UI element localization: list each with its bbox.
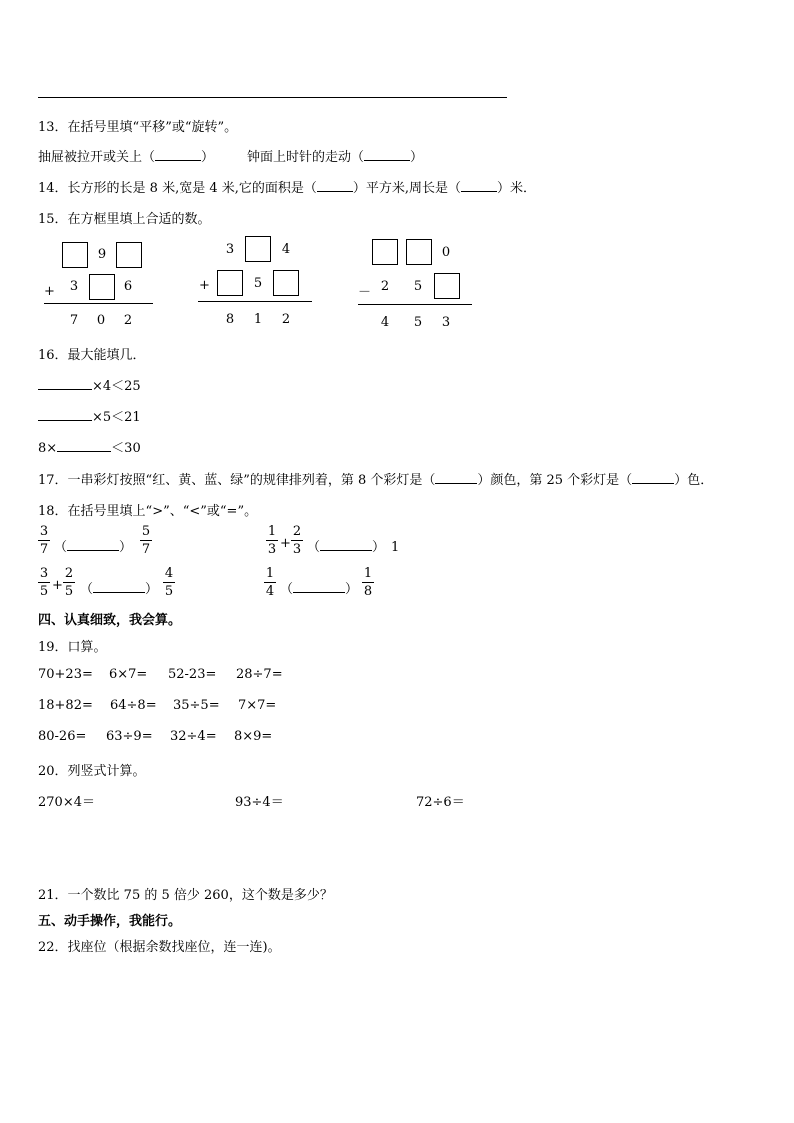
section-4-heading: 四、认真细致，我会算。	[38, 613, 182, 628]
fraction-bar	[264, 582, 276, 583]
paren-right: ）	[372, 540, 386, 555]
q15-p3-digit: 2	[380, 279, 390, 294]
q18-r2b-compare	[280, 578, 358, 597]
q17-answer-8th[interactable]	[435, 483, 477, 484]
q20-item-2: 93÷4＝	[235, 795, 284, 810]
q15-p3-result: 4	[380, 315, 390, 330]
q19-item: 64÷8=	[110, 698, 157, 713]
fraction-bar	[38, 540, 50, 541]
q17-text-2: ）颜色，第 25 个彩灯是（	[477, 473, 633, 488]
fraction-bar	[140, 540, 152, 541]
q15-p3-digit: 0	[441, 245, 451, 260]
q15-p2-result: 1	[253, 312, 263, 327]
fraction-bar	[266, 540, 278, 541]
numerator: 1	[267, 524, 277, 539]
q13-line-b	[247, 146, 423, 165]
q19-item: 7×7=	[238, 698, 277, 713]
q15-p3-box-top-tens[interactable]	[406, 239, 432, 265]
denominator: 3	[292, 542, 302, 557]
q15-p3-operator: －	[358, 285, 372, 300]
denominator: 5	[164, 584, 174, 599]
q15-p3-box-mid-ones[interactable]	[434, 273, 460, 299]
fraction-bar	[38, 582, 50, 583]
q19-item: 63÷9=	[106, 729, 153, 744]
q18-answer-2[interactable]	[320, 550, 372, 551]
q15-p3-digit: 5	[413, 279, 423, 294]
q18-r1a-frac-1	[38, 524, 50, 557]
q16-answer-3[interactable]	[57, 451, 111, 452]
q18-r1b-compare	[307, 536, 399, 555]
q18-r1b-frac-2	[291, 524, 303, 557]
q13-paren-a: ）	[201, 150, 215, 165]
q15-p3-rule	[358, 304, 472, 305]
paren-left: （	[280, 582, 294, 597]
q15-p1-result: 0	[96, 313, 106, 328]
q18-r2a-frac-1	[38, 566, 50, 599]
q18-r2b-frac-1	[264, 566, 276, 599]
paren-left: （	[54, 540, 68, 555]
numerator: 4	[164, 566, 174, 581]
q15-p1-digit: 9	[97, 247, 107, 262]
q20-item-1: 270×4＝	[38, 795, 95, 810]
q15-title: 15．在方框里填上合适的数。	[38, 212, 211, 227]
q15-p1-operator: +	[44, 284, 55, 299]
q15-p2-box-mid-ones[interactable]	[273, 270, 299, 296]
q13-paren-b: ）	[410, 150, 424, 165]
q16-answer-2[interactable]	[38, 420, 92, 421]
section-5-heading: 五、动手操作，我能行。	[38, 914, 182, 929]
denominator: 8	[363, 584, 373, 599]
q18-r2a-frac-3	[163, 566, 175, 599]
fraction-bar	[163, 582, 175, 583]
fraction-bar	[63, 582, 75, 583]
q17-line	[38, 469, 713, 488]
q19-item: 8×9=	[234, 729, 273, 744]
q15-p1-result: 2	[123, 313, 133, 328]
q16-expr-3a: 8×	[38, 441, 58, 456]
numerator: 2	[64, 566, 74, 581]
denominator: 7	[39, 542, 49, 557]
header-rule	[38, 97, 507, 98]
q15-p2-result: 8	[225, 312, 235, 327]
q19-item: 70+23=	[38, 667, 93, 682]
q17-answer-25th[interactable]	[632, 483, 674, 484]
q19-title: 19．口算。	[38, 640, 107, 655]
q13-title: 13．在括号里填“平移”或“旋转”。	[38, 120, 238, 135]
q18-answer-1[interactable]	[67, 550, 119, 551]
q13-answer-a[interactable]	[155, 160, 201, 161]
q16-expr-1: ×4＜25	[92, 379, 141, 394]
paren-right: ）	[145, 582, 159, 597]
paren-right: ）	[119, 540, 133, 555]
q15-p2-box-top-tens[interactable]	[245, 236, 271, 262]
numerator: 5	[141, 524, 151, 539]
q15-p2-rule	[198, 301, 312, 302]
q14-text-1: 14．长方形的长是 8 米,宽是 4 米,它的面积是（	[38, 181, 317, 196]
paren-left: （	[80, 582, 94, 597]
q16-line-1	[38, 375, 141, 394]
q18-title: 18．在括号里填上“>”、“<”或“=”。	[38, 504, 258, 519]
denominator: 5	[64, 584, 74, 599]
q19-item: 18+82=	[38, 698, 93, 713]
paren-right: ）	[345, 582, 359, 597]
q19-item: 35÷5=	[173, 698, 220, 713]
q19-item: 6×7=	[109, 667, 148, 682]
q16-title: 16．最大能填几．	[38, 348, 146, 363]
denominator: 5	[39, 584, 49, 599]
q15-p3-box-top-hundreds[interactable]	[372, 239, 398, 265]
q19-item: 52-23=	[168, 667, 217, 682]
q15-p2-result: 2	[281, 312, 291, 327]
q15-p1-digit: 6	[123, 279, 133, 294]
q14-answer-area[interactable]	[317, 191, 353, 192]
q15-p2-operator: +	[199, 278, 210, 293]
q16-line-3	[38, 437, 141, 456]
q17-text-1: 17．一串彩灯按照“红、黄、蓝、绿”的规律排列着，第 8 个彩灯是（	[38, 473, 436, 488]
q15-p3-result: 5	[413, 315, 423, 330]
q16-expr-3b: ＜30	[111, 441, 141, 456]
q15-p1-digit: 3	[69, 279, 79, 294]
q18-answer-4[interactable]	[293, 592, 345, 593]
q14-text-2: ）平方米,周长是（	[352, 181, 462, 196]
numerator: 2	[292, 524, 302, 539]
denominator: 3	[267, 542, 277, 557]
q18-r2a-frac-2	[63, 566, 75, 599]
q18-r1b-rhs: 1	[391, 540, 400, 555]
q16-line-2	[38, 406, 141, 425]
q19-item: 32÷4=	[170, 729, 217, 744]
q13-item-b: 钟面上时针的走动（	[247, 150, 365, 165]
q18-r1b-frac-1	[266, 524, 278, 557]
q20-item-3: 72÷6＝	[416, 795, 465, 810]
q14-answer-perimeter[interactable]	[461, 191, 497, 192]
q15-p1-result: 7	[69, 313, 79, 328]
fraction-bar	[362, 582, 374, 583]
denominator: 7	[141, 542, 151, 557]
q15-p1-box-mid-tens[interactable]	[89, 274, 115, 300]
paren-left: （	[307, 540, 321, 555]
q18-r1a-frac-2	[140, 524, 152, 557]
q13-item-a: 抽屉被拉开或关上（	[38, 150, 156, 165]
q15-p2-digit: 5	[253, 276, 263, 291]
q16-expr-2: ×5＜21	[92, 410, 141, 425]
q19-item: 80-26=	[38, 729, 87, 744]
numerator: 1	[363, 566, 373, 581]
q21-text: 21．一个数比 75 的 5 倍少 260，这个数是多少？	[38, 888, 333, 903]
denominator: 4	[265, 584, 275, 599]
q15-p3-result: 3	[441, 315, 451, 330]
q15-p1-rule	[44, 303, 153, 304]
q15-p1-box-top-ones[interactable]	[116, 242, 142, 268]
q15-p2-digit: 3	[225, 242, 235, 257]
q18-r1b-plus: +	[280, 536, 291, 551]
q14-line	[38, 177, 536, 196]
numerator: 3	[39, 566, 49, 581]
numerator: 1	[265, 566, 275, 581]
q22-text: 22．找座位（根据余数找座位，连一连)。	[38, 940, 281, 955]
fraction-bar	[291, 540, 303, 541]
q16-answer-1[interactable]	[38, 389, 92, 390]
q18-r2a-plus: +	[52, 578, 63, 593]
q20-title: 20．列竖式计算。	[38, 764, 146, 779]
q19-item: 28÷7=	[236, 667, 283, 682]
q14-text-3: ）米．	[497, 181, 537, 196]
q15-p2-digit: 4	[281, 242, 291, 257]
q15-p2-box-mid-hundreds[interactable]	[217, 270, 243, 296]
q18-r1a-compare	[54, 536, 132, 555]
q17-text-3: ）色．	[674, 473, 714, 488]
q18-r2a-compare	[80, 578, 158, 597]
numerator: 3	[39, 524, 49, 539]
q13-line	[38, 146, 214, 165]
q15-p1-box-top-hundreds[interactable]	[62, 242, 88, 268]
q13-answer-b[interactable]	[364, 160, 410, 161]
q18-r2b-frac-2	[362, 566, 374, 599]
q18-answer-3[interactable]	[93, 592, 145, 593]
